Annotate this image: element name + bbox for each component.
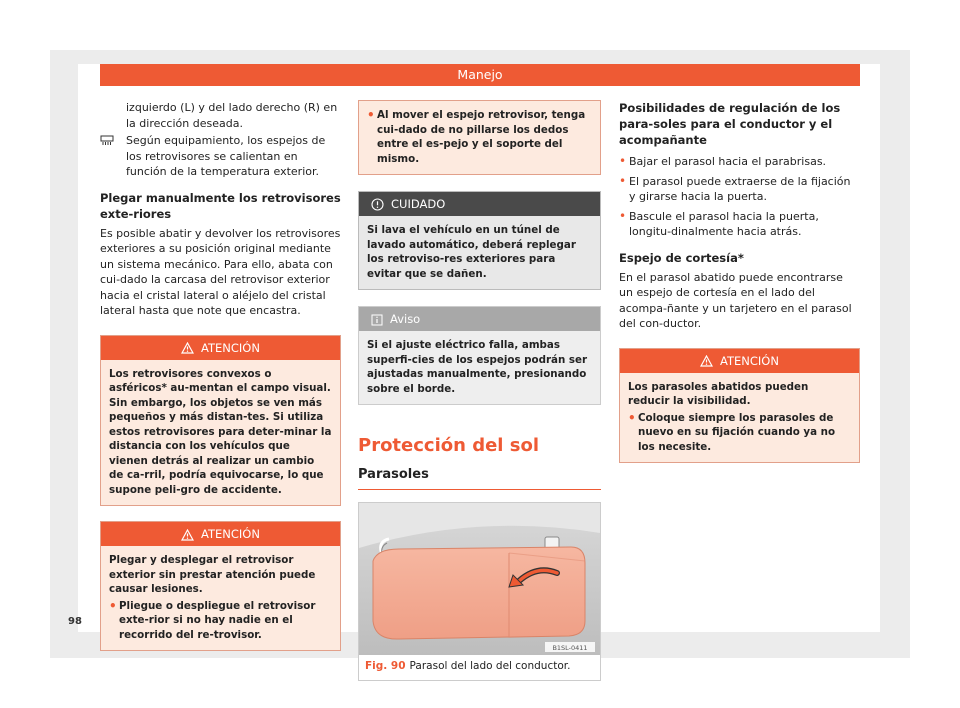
warning-box-visibility — [619, 348, 860, 464]
vanity-mirror-body: En el parasol abatido puede encontrarse un espejo de cortesía en el lado del acompa-ñante y un tarjetero en el parasol del con-ductor. — [619, 270, 852, 330]
warning-title: ATENCIÓN — [201, 527, 260, 541]
figure-sun-visor — [358, 502, 601, 682]
notice-title: Aviso — [390, 312, 421, 326]
visor-adjust-heading: Posibilidades de regulación de los para-soles para el conductor y el acompañante — [619, 101, 841, 147]
section-header: Manejo — [100, 64, 860, 86]
visor-bullet-1: • Bajar el parasol hacia el parabrisas. — [619, 154, 860, 170]
figure-caption-text: Parasol del lado del conductor. — [409, 659, 571, 672]
warning-title: ATENCIÓN — [201, 340, 260, 355]
vanity-mirror-heading: Espejo de cortesía* — [619, 250, 744, 265]
figure-label: Fig. 90 — [365, 659, 406, 672]
caution-body — [359, 216, 600, 289]
warning-body — [620, 373, 859, 463]
warning-body — [101, 360, 340, 506]
figure-caption — [359, 655, 600, 681]
warning-body — [101, 546, 340, 650]
visor-bullet-2: • El parasol puede extraerse de la fijación y girarse hacia la puerta. — [619, 174, 860, 205]
column-right — [619, 100, 860, 463]
caution-title: CUIDADO — [391, 197, 446, 211]
fold-mirrors-heading: Plegar manualmente los retrovisores exte-riores — [100, 190, 341, 221]
equipment-note — [100, 133, 341, 180]
column-middle — [358, 100, 601, 681]
warning-text: Los parasoles abatidos pueden reducir la visibilidad. — [628, 380, 809, 407]
notice-body — [359, 331, 600, 404]
warning-title: ATENCIÓN — [720, 353, 779, 368]
column-left — [100, 100, 341, 651]
sun-visor-illustration — [359, 503, 600, 655]
section-title: Protección del sol — [358, 435, 539, 456]
warning-box-folding-injury — [100, 521, 341, 651]
page-number: 98 — [68, 616, 82, 627]
info-icon — [371, 314, 383, 326]
notice-box-manual-adjust — [358, 306, 601, 405]
warning-bullet: • Al mover el espejo retrovisor, tenga cui-dado de no pillarse los dedos entre el es-pejo y el soporte del mismo. — [367, 108, 592, 166]
caution-header — [359, 192, 600, 216]
warning-continuation-box — [358, 100, 601, 175]
warning-bullet: • Pliegue o despliegue el retrovisor exte-rior si no hay nadie en el recorrido del re-trovisor. — [109, 599, 332, 643]
warning-bullet: • Coloque siempre los parasoles de nuevo en su fijación cuando ya no los necesite. — [628, 411, 851, 455]
warning-continuation-body — [359, 101, 600, 174]
fold-mirrors-body: Es posible abatir y devolver los retrovisores exteriores a su posición original mediante un sistema mecánico. Para ello, abata con cui-dado la carcasa del retrovisor exterior hacia el cristal lateral o aléjelo del cristal lateral hasta que note que encastra. — [100, 226, 341, 317]
equipment-note-text: Según equipamiento, los espejos de los retrovisores se calientan en función de la temperatura exterior. — [126, 134, 326, 178]
notice-text: Si el ajuste eléctrico falla, ambas superfi-cies de los espejos podrán ser ajustadas manualmente, presionando sobre el borde. — [367, 339, 588, 395]
warning-triangle-icon — [181, 342, 194, 354]
heated-mirror-icon — [100, 135, 114, 146]
warning-text: Plegar y desplegar el retrovisor exterior sin prestar atención puede causar lesiones. — [109, 554, 316, 595]
warning-header — [101, 522, 340, 546]
figure-code: B1SL-0411 — [552, 643, 588, 652]
caution-circle-icon — [371, 198, 384, 211]
intro-text: izquierdo (L) y del lado derecho (R) en la dirección deseada. — [126, 101, 338, 130]
warning-header — [101, 336, 340, 360]
warning-header — [620, 349, 859, 373]
caution-text: Si lava el vehículo en un túnel de lavado automático, deberá replegar los retroviso-res exteriores para evitar que se dañen. — [367, 224, 576, 280]
warning-text: Los retrovisores convexos o asféricos* au-mentan el campo visual. Sin embargo, los objetos se ven más pequeños y más distan-tes. Si utiliza estos retrovisores para deter-minar la distancia con los vehículos que vienen detrás al realizar un cambio de ca-rril, podría equivocarse, lo que supone peli-gro de accidente. — [109, 367, 332, 496]
warning-triangle-icon — [700, 355, 713, 367]
caution-box-car-wash — [358, 191, 601, 290]
warning-triangle-icon — [181, 529, 194, 541]
section-subtitle: Parasoles — [358, 467, 601, 490]
visor-bullet-3: • Bascule el parasol hacia la puerta, longitu-dinalmente hacia atrás. — [619, 209, 860, 240]
warning-box-convex-mirrors — [100, 335, 341, 507]
notice-header — [359, 307, 600, 331]
